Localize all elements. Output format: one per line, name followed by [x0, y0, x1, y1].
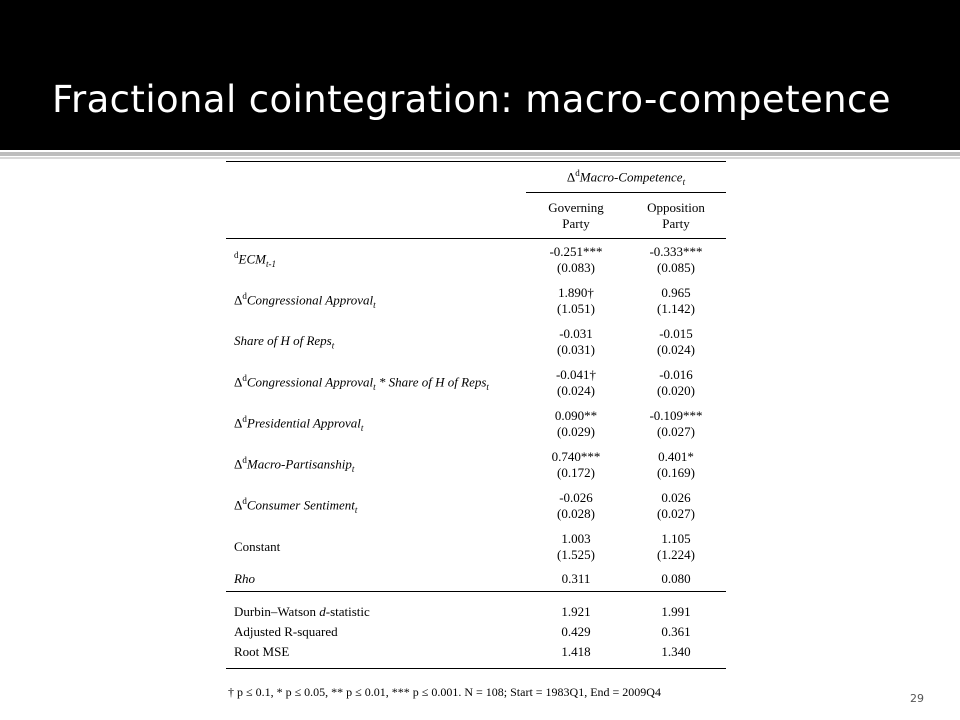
title-divider-secondary: [0, 157, 960, 159]
table-row-stat: [226, 622, 726, 642]
row-label: $\Delta^dConsumer$ Sentiment$_t$: [234, 496, 358, 515]
coef-cell: -0.333*** (0.085): [649, 243, 703, 275]
title-divider: [0, 152, 960, 156]
value-cell: 0.429: [561, 624, 591, 639]
value-cell: 0.361: [661, 624, 691, 639]
table-row: [226, 321, 726, 362]
row-label: Adjusted R-squared: [234, 624, 338, 639]
column-headers: [226, 193, 726, 238]
value-cell: 0.311: [561, 571, 591, 586]
value-cell: 0.080: [661, 571, 691, 586]
value-cell: 1.921: [561, 604, 591, 619]
table-footnote: † p ≤ 0.1, * p ≤ 0.05, ** p ≤ 0.01, *** p ≤ 0.001. N = 108; Start = 1983Q1, End = 2009Q4: [228, 685, 661, 699]
coef-cell: 0.740*** (0.172): [551, 448, 601, 480]
table-row: [226, 362, 726, 403]
coef-cell: 1.890† (1.051): [557, 284, 595, 316]
coef-cell: -0.026 (0.028): [557, 489, 595, 521]
dependent-variable-label: $\Delta^dMacro-Competence_t$: [566, 167, 686, 187]
row-label: $^dECM_{t-1}$: [234, 250, 276, 269]
slide-title-bar: [0, 0, 960, 150]
column-header-opposition: Opposition Party: [647, 199, 705, 231]
coef-cell: 1.105 (1.224): [657, 530, 695, 562]
column-header-governing: Governing Party: [548, 199, 604, 231]
regression-table: [226, 161, 726, 669]
row-label: Share of H of Reps$_t$: [234, 332, 335, 351]
table-row: [226, 239, 726, 280]
value-cell: 1.991: [661, 604, 691, 619]
table-row: [226, 444, 726, 485]
table-row-rho: [226, 567, 726, 591]
table-row: [226, 403, 726, 444]
coef-cell: 0.026 (0.027): [657, 489, 695, 521]
table-row-stat: [226, 602, 726, 622]
coef-cell: 0.401* (0.169): [657, 448, 695, 480]
table-row: [226, 526, 726, 567]
page-number: 29: [910, 692, 924, 705]
coef-cell: -0.041† (0.024): [555, 366, 597, 398]
table-row-stat: [226, 642, 726, 662]
table-row: [226, 485, 726, 526]
table-bottom-rule: [226, 668, 726, 669]
coef-cell: 0.965 (1.142): [657, 284, 695, 316]
row-label: Constant: [234, 538, 281, 554]
dependent-variable-header: [226, 162, 726, 192]
row-label: Rho: [234, 571, 255, 586]
coef-cell: -0.015 (0.024): [657, 325, 695, 357]
row-label: $\Delta^dCongressional$ Approval$_t$ * Share of H of Reps$_t$: [234, 373, 489, 392]
row-label: $\Delta^dCongressional$ Approval$_t$: [234, 291, 376, 310]
row-label: $\Delta^dMacro-Partisanship_t$: [234, 455, 355, 474]
coef-cell: 0.090** (0.029): [554, 407, 598, 439]
coef-cell: 1.003 (1.525): [557, 530, 595, 562]
coef-cell: -0.031 (0.031): [557, 325, 595, 357]
slide-title: Fractional cointegration: macro-competence: [52, 78, 891, 121]
row-label: Root MSE: [234, 644, 290, 659]
coef-cell: -0.251*** (0.083): [549, 243, 603, 275]
table-row: [226, 280, 726, 321]
value-cell: 1.340: [661, 644, 691, 659]
row-label: $\Delta^dPresidential$ Approval$_t$: [234, 414, 364, 433]
row-label: Durbin–Watson d-statistic: [234, 604, 370, 619]
coef-cell: -0.016 (0.020): [657, 366, 695, 398]
coef-cell: -0.109*** (0.027): [649, 407, 703, 439]
value-cell: 1.418: [561, 644, 591, 659]
